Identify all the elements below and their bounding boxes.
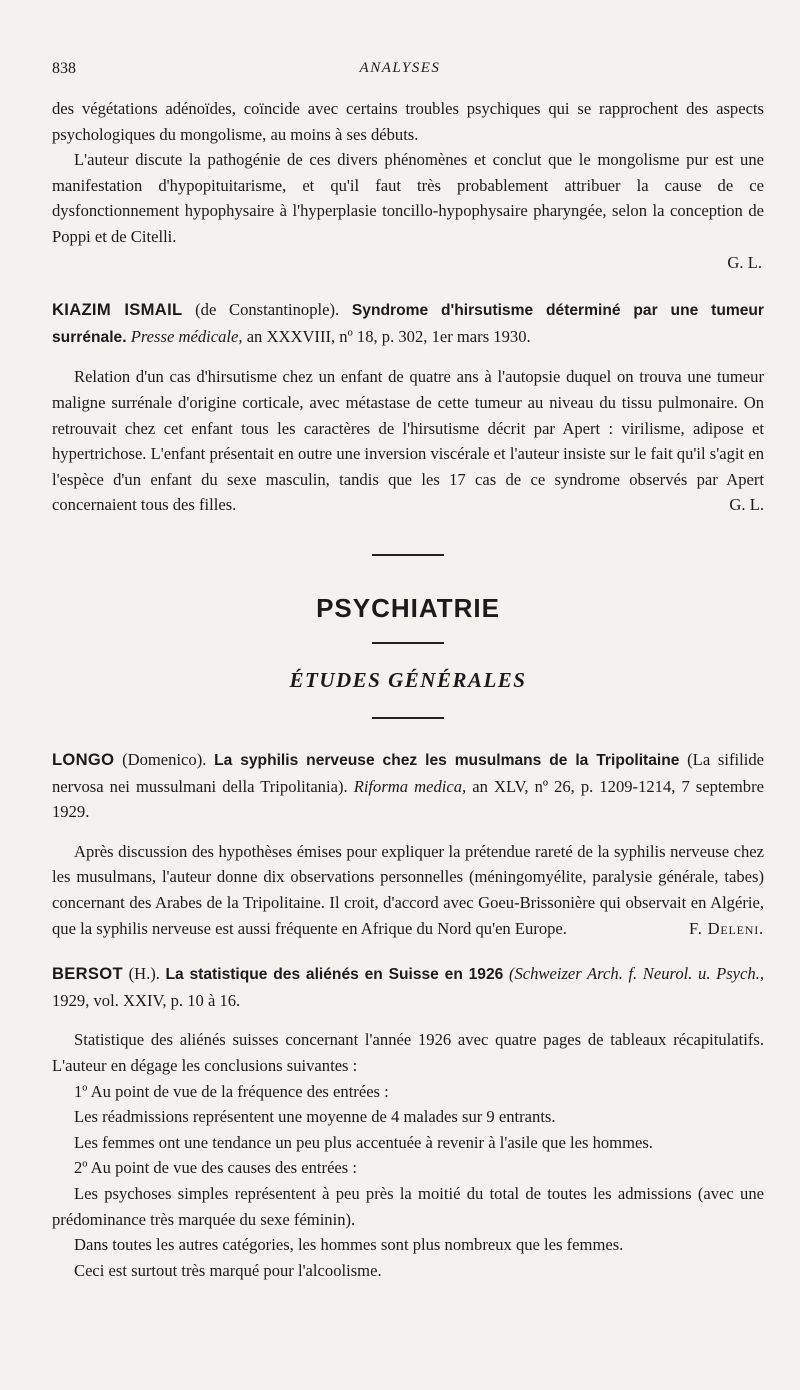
entry-title: La syphilis nerveuse chez les musulmans de la Tripolitaine: [214, 752, 680, 770]
intro-paragraph-2: L'auteur discute la pathogénie de ces divers phénomènes et conclut que le mongolisme pur est une manifestation d'hypopituitarisme, et qu'il faut très probablement attribuer la cause de ce dysfonctionnement hypophysaire à l'hyperplasie toncillo-hypophysaire pharyngée, selon la conception de Poppi et de Citelli.: [52, 150, 764, 246]
intro-paragraph-1: des végétations adénoïdes, coïncide avec certains troubles psychiques qui se rapprochent des aspects psychologiques du mongolisme, au moins à ses débuts.: [52, 99, 764, 144]
body-line: Les psychoses simples représentent à peu près la moitié du total de toutes les admissions (avec une prédominance très marquée du sexe féminin).: [52, 1184, 764, 1229]
entry-author: LONGO: [52, 750, 115, 770]
entry-signature: F. Deleni.: [689, 918, 764, 938]
entry-citation: an XLV, nº 26, p. 1209-1214, 7 septembre 1929.: [52, 776, 764, 822]
body-line: Ceci est surtout très marqué pour l'alcoolisme.: [74, 1260, 382, 1280]
running-title: ANALYSES: [359, 60, 441, 76]
entry-author: BERSOT: [52, 964, 123, 984]
entry-body: [52, 364, 764, 518]
review-entry-longo: [52, 747, 764, 941]
entry-body: [52, 1027, 764, 1283]
entry-body-text: Après discussion des hypothèses émises pour expliquer la prétendue rareté de la syphilis nerveuse chez les musulmans, l'auteur donne dix observations personnelles (méningomyélite, paralysie générale, tabes) concernant des Arabes de la Tripolitaine. Il croit, d'accord avec Goeu-Brissonière qui observait en Algérie, que la syphilis nerveuse est aussi fréquente en Afrique du Nord qu'en Europe.: [52, 841, 764, 938]
entry-title: La statistique des aliénés en Suisse en 1926: [165, 966, 504, 984]
body-line: Statistique des aliénés suisses concernant l'année 1926 avec quatre pages de tableaux récapitulatifs. L'auteur en dégage les conclusions suivantes :: [52, 1030, 764, 1076]
page-header: [52, 60, 748, 84]
entry-signature: G. L.: [729, 495, 764, 515]
entry-journal: (Schweizer Arch. f. Neurol. u. Psych.,: [508, 964, 764, 984]
body-line: 1º Au point de vue de la fréquence des entrées :: [74, 1081, 389, 1101]
entry-journal: Riforma medica,: [353, 776, 467, 796]
body-line: Les réadmissions représentent une moyenne de 4 malades sur 9 entrants.: [74, 1107, 556, 1127]
entry-citation: an XXXVIII, nº 18, p. 302, 1er mars 1930.: [246, 326, 531, 346]
review-entry-bersot: [52, 961, 764, 1283]
entry-translation: (La sifilide nervosa nei mussulmani della Tripolitania).: [52, 750, 764, 796]
body-line: Les femmes ont une tendance un peu plus accentuée à revenir à l'asile que les hommes.: [74, 1132, 653, 1152]
subsection-divider: [372, 717, 444, 719]
entry-author-note: (H.).: [128, 964, 160, 984]
entry-citation: 1929, vol. XXIV, p. 10 à 16.: [52, 990, 241, 1010]
subsection-title: ÉTUDES GÉNÉRALES: [289, 667, 527, 692]
page-number: 838: [52, 60, 76, 77]
entry-body-text: Relation d'un cas d'hirsutisme chez un enfant de quatre ans à l'autopsie duquel on trouva une tumeur maligne surrénale d'origine corticale, avec métastase de cette tumeur au niveau du tissu pulmonaire. On retrouvait chez cet enfant tous les caractères de l'hirsutisme décrit par Apert : virilisme, adipose et hypertrichose. L'enfant présentait en outre une inversion viscérale et l'auteur insiste sur le fait qu'il s'agit en l'espèce d'un enfant du sexe masculin, tandis que les 17 cas de ce syndrome observés par Apert concernaient tous des filles.: [52, 367, 764, 515]
page-content: [52, 96, 764, 1283]
entry-heading: [52, 297, 764, 350]
entry-heading: [52, 961, 764, 1013]
entry-author-note: (Domenico).: [122, 750, 207, 770]
entry-author-note: (de Constantinople).: [195, 300, 340, 320]
intro-signature: G. L.: [727, 252, 762, 272]
entry-title: Syndrome d'hirsutisme déterminé par une tumeur surrénale.: [52, 302, 764, 346]
entry-heading: [52, 747, 764, 825]
body-line: Dans toutes les autres catégories, les hommes sont plus nombreux que les femmes.: [74, 1235, 624, 1255]
body-line: 2º Au point de vue des causes des entrées :: [74, 1158, 358, 1178]
review-entry-kiazim: [52, 297, 764, 518]
entry-journal: Presse médicale,: [130, 326, 243, 346]
entry-author: KIAZIM ISMAIL: [52, 300, 183, 320]
entry-body: [52, 839, 764, 941]
section-title: PSYCHIATRIE: [316, 592, 500, 623]
